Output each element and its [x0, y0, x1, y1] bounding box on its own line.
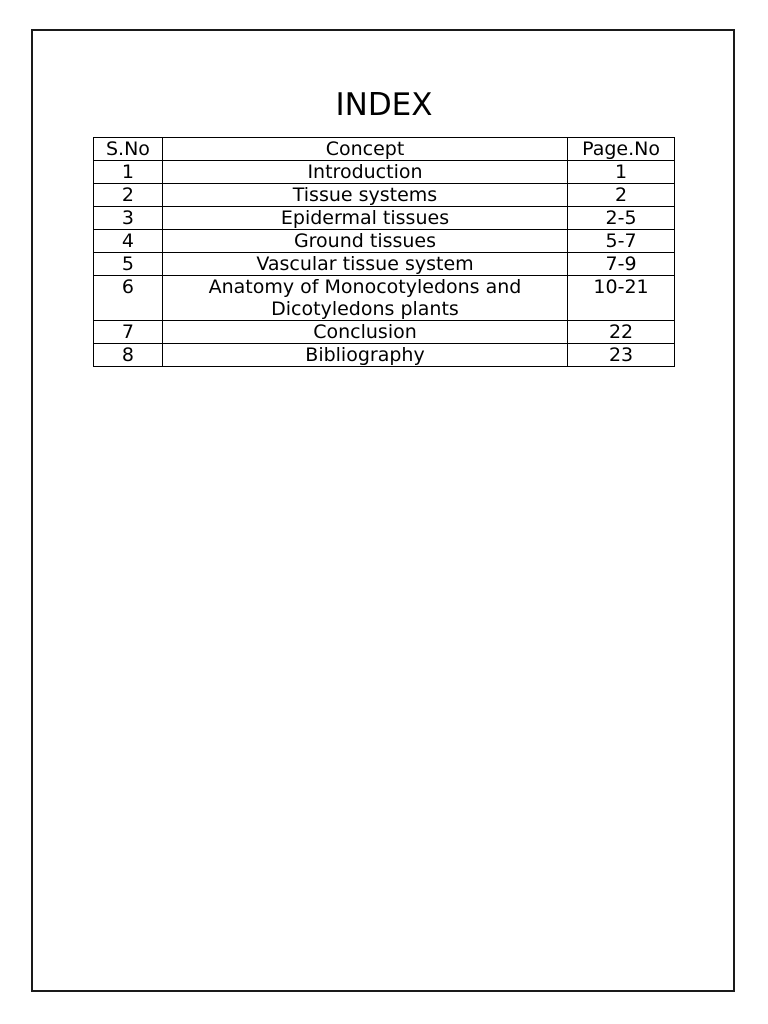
- cell-concept: Bibliography: [162, 344, 567, 367]
- table-row: [94, 276, 675, 321]
- cell-page-no: 1: [568, 161, 675, 184]
- cell-sno: 1: [94, 161, 163, 184]
- cell-sno: 6: [94, 276, 163, 321]
- cell-concept: Introduction: [162, 161, 567, 184]
- cell-page-no: 5-7: [568, 230, 675, 253]
- cell-concept: Ground tissues: [162, 230, 567, 253]
- cell-concept: Tissue systems: [162, 184, 567, 207]
- header-page-no: Page.No: [568, 138, 675, 161]
- cell-concept: Epidermal tissues: [162, 207, 567, 230]
- cell-concept: Conclusion: [162, 321, 567, 344]
- header-concept: Concept: [162, 138, 567, 161]
- table-row: [94, 207, 675, 230]
- cell-sno: 4: [94, 230, 163, 253]
- table-row: [94, 161, 675, 184]
- cell-sno: 7: [94, 321, 163, 344]
- table-row: [94, 184, 675, 207]
- table-header-row: [94, 138, 675, 161]
- cell-concept: Vascular tissue system: [162, 253, 567, 276]
- cell-sno: 5: [94, 253, 163, 276]
- table-row: [94, 230, 675, 253]
- index-table: [93, 137, 675, 367]
- table-row: [94, 321, 675, 344]
- cell-concept: Anatomy of Monocotyledons and Dicotyledons plants: [162, 276, 567, 321]
- cell-page-no: 23: [568, 344, 675, 367]
- cell-page-no: 10-21: [568, 276, 675, 321]
- cell-sno: 3: [94, 207, 163, 230]
- table-row: [94, 253, 675, 276]
- cell-sno: 8: [94, 344, 163, 367]
- cell-page-no: 2-5: [568, 207, 675, 230]
- cell-page-no: 22: [568, 321, 675, 344]
- header-sno: S.No: [94, 138, 163, 161]
- cell-page-no: 2: [568, 184, 675, 207]
- table-row: [94, 344, 675, 367]
- cell-sno: 2: [94, 184, 163, 207]
- cell-page-no: 7-9: [568, 253, 675, 276]
- page-title: INDEX: [335, 87, 433, 123]
